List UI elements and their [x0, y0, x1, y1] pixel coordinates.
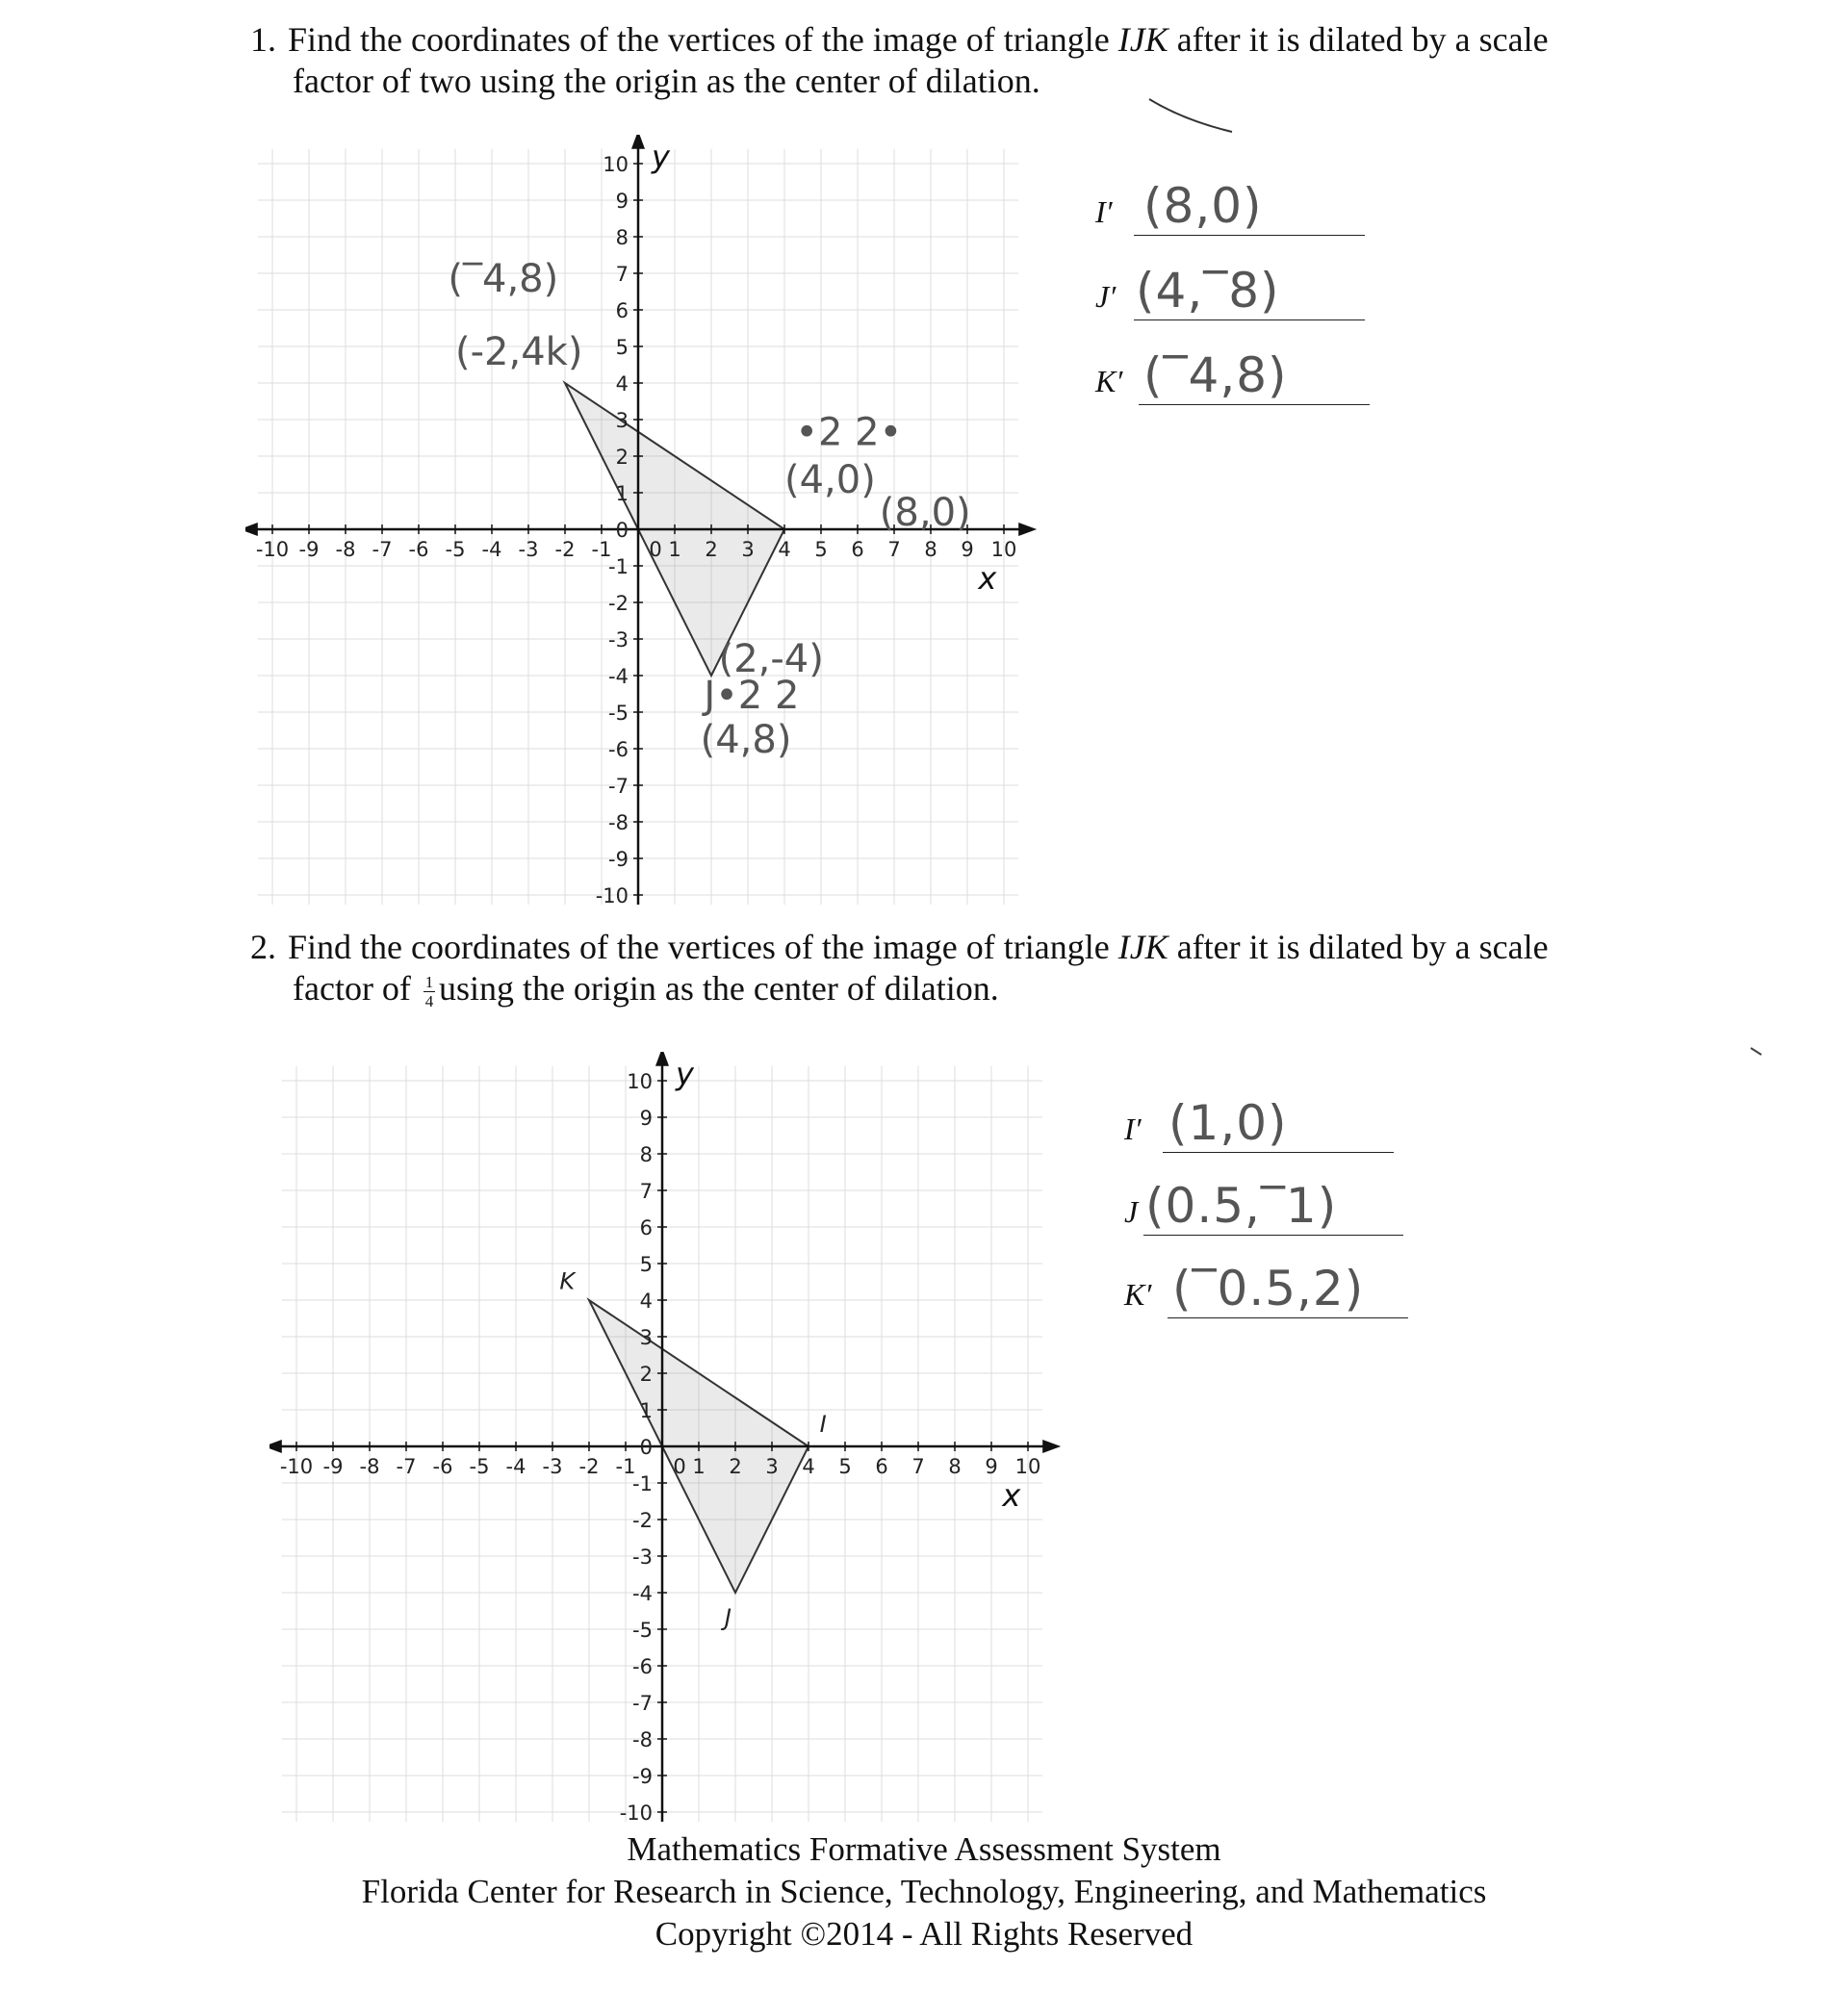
answer-row-k-prime	[1095, 347, 1384, 405]
x-tick-label: -1	[591, 538, 612, 561]
coordinate-plane-2	[270, 1052, 1068, 1822]
x-tick-label: -9	[322, 1455, 344, 1478]
y-tick-label: 5	[639, 1253, 653, 1276]
y-tick-label: -8	[608, 811, 629, 834]
answer-line	[1134, 319, 1365, 320]
check-mark-icon	[1145, 91, 1242, 140]
y-axis-label: y	[652, 138, 670, 175]
x-tick-label: 1	[668, 538, 681, 561]
handwritten-note: (4,0)	[784, 458, 876, 502]
x-tick-label: 3	[741, 538, 755, 561]
x-tick-label: 0	[649, 538, 662, 561]
y-tick-label: 4	[639, 1290, 653, 1313]
y-tick-label: -6	[632, 1655, 653, 1678]
answer-label: J	[1124, 1194, 1139, 1229]
footer-line-3: Copyright ©2014 - All Rights Reserved	[654, 1915, 1194, 1953]
x-axis-arrow-icon	[270, 1440, 282, 1453]
y-tick-label: 10	[603, 153, 629, 176]
y-tick-label: 6	[615, 299, 629, 322]
x-tick-label: -6	[432, 1455, 453, 1478]
y-tick-label: 2	[639, 1363, 653, 1386]
x-tick-label: 2	[729, 1455, 742, 1478]
x-tick-label: 8	[948, 1455, 962, 1478]
handwritten-answer: (‾4,8)	[1143, 347, 1288, 403]
x-axis-arrow-icon	[1042, 1440, 1061, 1453]
y-tick-label: 1	[639, 1399, 653, 1422]
x-tick-label: -7	[372, 538, 393, 561]
answer-row-k-prime	[1124, 1261, 1423, 1318]
footer-line-2: Florida Center for Research in Science, Technology, Engineering, and Mathematics	[361, 1873, 1487, 1910]
handwritten-note: (8,0)	[879, 491, 971, 536]
y-tick-label: 9	[639, 1107, 653, 1130]
x-tick-label: 5	[814, 538, 828, 561]
y-tick-label: -3	[632, 1546, 653, 1569]
handwritten-note: (‾4,8)	[448, 257, 559, 301]
x-tick-label: -10	[255, 538, 290, 561]
answer-line	[1134, 235, 1365, 236]
x-tick-label: 6	[851, 538, 864, 561]
x-tick-label: -9	[298, 538, 320, 561]
y-tick-label: 10	[627, 1070, 653, 1093]
question-text-line1: Find the coordinates of the vertices of the image of triangle IJK after it is dilated by a scale	[288, 928, 1549, 966]
x-tick-label: -3	[542, 1455, 563, 1478]
x-tick-label: 0	[673, 1455, 686, 1478]
x-tick-label: -4	[481, 538, 502, 561]
handwritten-note: (4,8)	[700, 717, 792, 762]
x-tick-label: -1	[615, 1455, 636, 1478]
x-tick-label: 7	[887, 538, 901, 561]
y-axis-label: y	[676, 1055, 694, 1092]
y-tick-label: -4	[632, 1582, 653, 1605]
x-tick-label: -8	[335, 538, 356, 561]
x-tick-label: -7	[396, 1455, 417, 1478]
handwritten-note: •2 2•	[795, 410, 903, 455]
handwritten-answer: (1,0)	[1168, 1095, 1288, 1151]
y-tick-label: 8	[615, 226, 629, 249]
answers-2	[1124, 1095, 1423, 1336]
handwritten-answer: (8,0)	[1143, 178, 1263, 234]
fraction-one-quarter: $\frac{1}{4}$	[424, 973, 434, 1011]
y-tick-label: -6	[608, 738, 629, 761]
answer-label: K′	[1124, 1277, 1152, 1312]
x-axis-label: x	[978, 560, 997, 597]
y-axis-arrow-icon	[655, 1052, 669, 1066]
y-tick-label: 3	[639, 1326, 653, 1349]
answer-label: I′	[1124, 1111, 1142, 1146]
y-tick-label: 3	[615, 409, 629, 432]
x-tick-label: 4	[778, 538, 791, 561]
answer-row-i-prime	[1095, 178, 1384, 236]
handwritten-note: (2,-4)	[718, 637, 824, 682]
question-number: 2.	[250, 928, 276, 966]
handwritten-answer: (4,‾8)	[1136, 263, 1280, 319]
x-tick-label: -8	[359, 1455, 380, 1478]
handwritten-answer: (0.5,‾1)	[1145, 1178, 1338, 1234]
y-tick-label: 0	[639, 1436, 653, 1459]
y-tick-label: -2	[608, 592, 629, 615]
coordinate-plane-1	[245, 135, 1044, 905]
y-tick-label: 7	[615, 263, 629, 286]
answer-row-j-prime	[1124, 1178, 1423, 1236]
y-tick-label: 1	[615, 482, 629, 505]
answer-label: J′	[1095, 279, 1116, 314]
question-number: 1.	[250, 20, 276, 59]
x-tick-label: -5	[445, 538, 466, 561]
x-tick-label: 10	[1014, 1455, 1041, 1478]
handwritten-note: J•2 2	[704, 674, 800, 719]
answer-row-j-prime	[1095, 263, 1384, 320]
y-axis-arrow-icon	[631, 135, 645, 149]
y-tick-label: -5	[608, 702, 629, 725]
answers-1	[1095, 178, 1384, 419]
question-2	[250, 927, 1646, 1013]
x-tick-label: 9	[985, 1455, 998, 1478]
answer-line	[1143, 1235, 1403, 1236]
question-text-line2: factor of two using the origin as the center of dilation.	[293, 62, 1040, 100]
answer-line	[1168, 1317, 1408, 1318]
x-tick-label: 3	[765, 1455, 779, 1478]
footer-line-1: Mathematics Formative Assessment System	[627, 1830, 1221, 1868]
y-tick-label: -9	[608, 848, 629, 871]
answer-row-i-prime	[1124, 1095, 1423, 1153]
y-tick-label: -7	[608, 775, 629, 798]
y-tick-label: -3	[608, 628, 629, 652]
question-text-line2: factor of $\frac{1}{4}$ using the origin as the center of dilation.	[293, 969, 999, 1011]
x-axis-label: x	[1002, 1477, 1021, 1514]
y-tick-label: 8	[639, 1143, 653, 1166]
vertex-label: J	[724, 1604, 732, 1632]
x-tick-label: 2	[705, 538, 718, 561]
answer-line	[1139, 404, 1370, 405]
x-tick-label: -10	[279, 1455, 314, 1478]
y-tick-label: -5	[632, 1619, 653, 1642]
x-tick-label: 6	[875, 1455, 888, 1478]
x-tick-label: -4	[505, 1455, 526, 1478]
y-tick-label: -7	[632, 1692, 653, 1715]
y-tick-label: -10	[619, 1801, 653, 1822]
y-tick-label: 6	[639, 1216, 653, 1239]
y-tick-label: -10	[595, 884, 629, 905]
x-tick-label: 1	[692, 1455, 706, 1478]
handwritten-note: (-2,4k)	[455, 330, 583, 374]
y-tick-label: 9	[615, 190, 629, 213]
footer	[0, 1828, 1848, 1955]
y-tick-label: -4	[608, 665, 629, 688]
y-tick-label: -1	[608, 555, 629, 578]
answer-line	[1163, 1152, 1394, 1153]
y-tick-label: -2	[632, 1509, 653, 1532]
y-tick-label: 5	[615, 336, 629, 359]
y-tick-label: 0	[615, 519, 629, 542]
y-tick-label: 4	[615, 372, 629, 396]
x-axis-arrow-icon	[1018, 523, 1037, 536]
x-tick-label: 7	[911, 1455, 925, 1478]
vertex-label: I	[819, 1410, 827, 1438]
x-tick-label: 9	[961, 538, 974, 561]
question-1	[250, 19, 1646, 106]
x-tick-label: 8	[924, 538, 937, 561]
handwritten-answer: (‾0.5,2)	[1172, 1261, 1365, 1316]
x-axis-arrow-icon	[245, 523, 258, 536]
x-tick-label: 5	[838, 1455, 852, 1478]
question-text-line1: Find the coordinates of the vertices of the image of triangle IJK after it is dilated by a scale	[288, 20, 1549, 59]
y-tick-label: -8	[632, 1728, 653, 1751]
y-tick-label: -9	[632, 1765, 653, 1788]
y-tick-label: -1	[632, 1472, 653, 1495]
answer-label: K′	[1095, 364, 1123, 398]
answer-label: I′	[1095, 194, 1113, 229]
y-tick-label: 7	[639, 1180, 653, 1203]
y-tick-label: 2	[615, 446, 629, 469]
x-tick-label: -2	[578, 1455, 600, 1478]
x-tick-label: -5	[469, 1455, 490, 1478]
x-tick-label: -3	[518, 538, 539, 561]
x-tick-label: -6	[408, 538, 429, 561]
x-tick-label: 10	[990, 538, 1017, 561]
x-tick-label: -2	[554, 538, 576, 561]
stray-mark-icon	[1750, 1047, 1763, 1057]
vertex-label: K	[559, 1267, 576, 1295]
x-tick-label: 4	[802, 1455, 815, 1478]
